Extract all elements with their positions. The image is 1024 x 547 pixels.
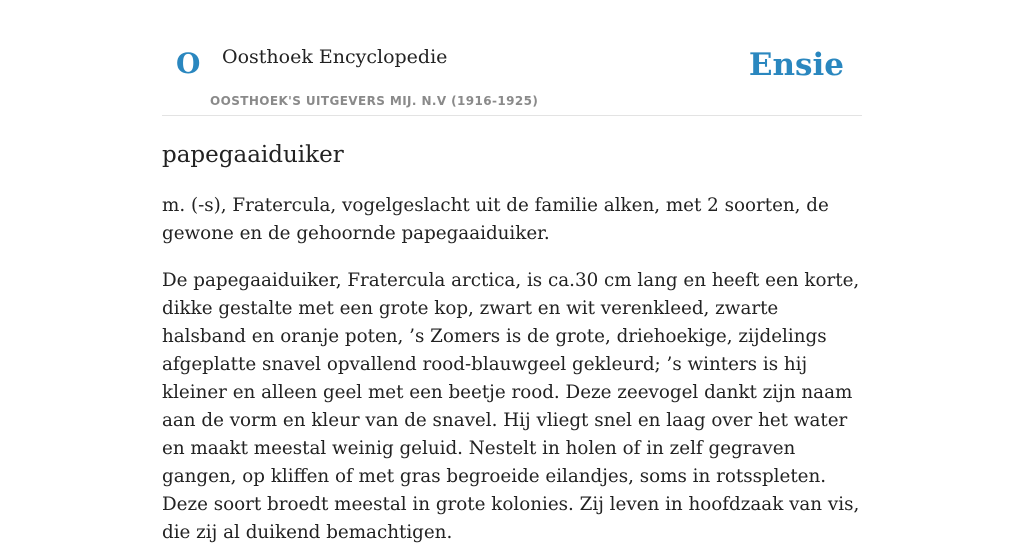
entry-paragraph: De papegaaiduiker, Fratercula arctica, is ca.30 cm lang en heeft een korte, dikke gestalte met een grote kop, zwart en wit verenkleed, zwarte halsband en oranje poten, ’s Zomers is de grote, driehoekige, zijdelings afgeplatte snavel opvallend rood-blauwgeel gekleurd; ’s winters is hij kleiner en alleen geel met een beetje rood. Deze zeevogel dankt zijn naam aan de vorm en kleur van de snavel. Hij vliegt snel en laag over het water en maakt meestal weinig geluid. Nestelt in holen of in zelf gegraven gangen, op kliffen of met gras begroeide eilandjes, soms in rotsspleten. Deze soort broedt meestal in grote kolonies. Zij leven in hoofdzaak van vis, die zij al duikend bemachtigen. bbox=[162, 270, 860, 543]
entry-paragraph: m. (-s), Fratercula, vogelgeslacht uit de familie alken, met 2 soorten, de gewone en de gehoornde papegaaiduiker. bbox=[162, 195, 829, 244]
source-logo[interactable]: O bbox=[176, 47, 201, 80]
source-header bbox=[162, 0, 862, 116]
ensie-logo[interactable]: Ensie bbox=[748, 47, 844, 83]
entry-title: papegaaiduiker bbox=[162, 142, 344, 168]
source-subtitle: OOSTHOEK'S UITGEVERS MIJ. N.V (1916-1925) bbox=[210, 94, 539, 108]
page bbox=[162, 0, 862, 547]
source-title[interactable]: Oosthoek Encyclopedie bbox=[222, 46, 448, 68]
